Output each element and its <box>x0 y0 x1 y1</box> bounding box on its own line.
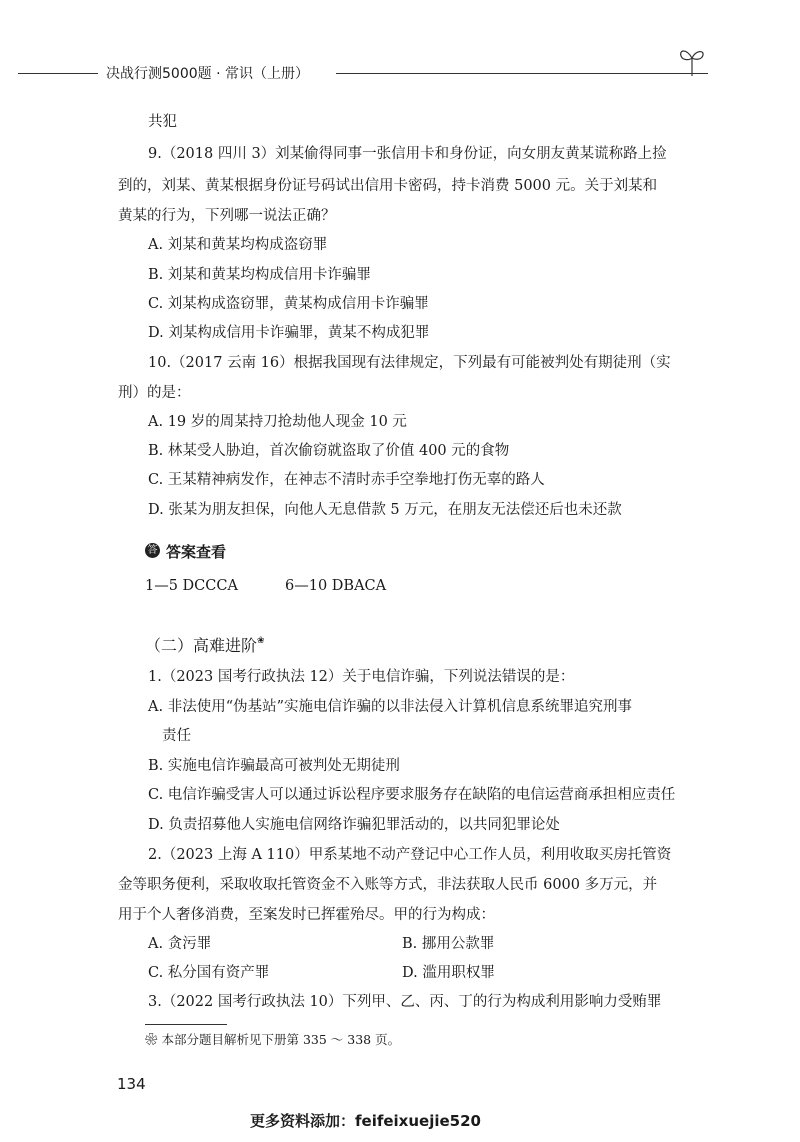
option-c: C. 王某精神病发作，在神志不清时赤手空拳地打伤无辜的路人 <box>148 472 545 488</box>
option-b: B. 挪用公款罪 <box>402 936 495 952</box>
question-10-line-1: 10.（2017 云南 16）根据我国现有法律规定，下列最有可能被判处有期徒刑（实 <box>148 355 671 371</box>
answer-icon: 答 <box>145 543 160 558</box>
page-number: 134 <box>117 1075 146 1093</box>
option-a-continued: 责任 <box>162 728 191 744</box>
option-c: C. 私分国有资产罪 <box>148 965 270 981</box>
question-9-line-1: 9.（2018 四川 3）刘某偷得同事一张信用卡和身份证，向女朋友黄某谎称路上捡 <box>148 146 667 162</box>
option-d: D. 负责招募他人实施电信网络诈骗犯罪活动的，以共同犯罪论处 <box>148 817 560 833</box>
question-10-line-2: 刑）的是： <box>118 385 191 401</box>
option-d: D. 滥用职权罪 <box>402 965 495 981</box>
section-question-3-line-1: 3.（2022 国考行政执法 10）下列甲、乙、丙、丁的行为构成利用影响力受贿罪 <box>148 994 662 1010</box>
option-b: B. 实施电信诈骗最高可被判处无期徒刑 <box>148 758 400 774</box>
section-question-2-line-3: 用于个人奢侈消费，至案发时已挥霍殆尽。甲的行为构成： <box>118 907 495 923</box>
promo-text: 更多资料添加：feifeixuejie520 <box>250 1112 481 1130</box>
option-a: A. 19 岁的周某持刀抢劫他人现金 10 元 <box>148 414 407 430</box>
header-rule-left <box>18 73 98 74</box>
section-title <box>145 633 265 656</box>
answer-key-2: 6—10 DBACA <box>285 578 387 594</box>
option-a: A. 贪污罪 <box>148 936 212 952</box>
book-title: 决战行测5000题 · 常识（上册） <box>106 66 309 82</box>
section-question-2-line-2: 金等职务便利，采取收取托管资金不入账等方式，非法获取人民币 6000 多万元，并 <box>118 877 658 893</box>
footnote <box>145 1030 400 1048</box>
running-header <box>18 60 718 86</box>
option-a: A. 刘某和黄某均构成盗窃罪 <box>148 237 328 253</box>
question-9-line-3: 黄某的行为，下列哪一说法正确？ <box>118 208 336 224</box>
answer-heading: 答案查看 <box>166 543 227 561</box>
option-b: B. 刘某和黄某均构成信用卡诈骗罪 <box>148 267 371 283</box>
section-question-2-line-1: 2.（2023 上海 A 110）甲系某地不动产登记中心工作人员，利用收取买房托管资 <box>148 847 672 863</box>
text-line: 共犯 <box>148 114 177 130</box>
question-9-line-2: 到的，刘某、黄某根据身份证号码试出信用卡密码，持卡消费 5000 元。关于刘某和 <box>118 178 658 194</box>
answer-key-1: 1—5 DCCCA <box>145 578 238 594</box>
header-rule-right <box>336 73 708 74</box>
footnote-mark-icon: ❀ <box>257 636 265 646</box>
section-title-text: （二）高难进阶 <box>145 636 258 655</box>
option-a: A. 非法使用“伪基站”实施电信诈骗的以非法侵入计算机信息系统罪追究刑事 <box>148 699 633 715</box>
option-d: D. 张某为朋友担保，向他人无息借款 5 万元，在朋友无法偿还后也未还款 <box>148 502 622 518</box>
footnote-mark-icon: ❀ <box>145 1032 158 1047</box>
option-c: C. 刘某构成盗窃罪，黄某构成信用卡诈骗罪 <box>148 296 429 312</box>
option-c: C. 电信诈骗受害人可以通过诉讼程序要求服务存在缺陷的电信运营商承担相应责任 <box>148 787 676 803</box>
option-d: D. 刘某构成信用卡诈骗罪，黄某不构成犯罪 <box>148 325 430 341</box>
footnote-text: 本部分题目解析见下册第 335 ～ 338 页。 <box>161 1032 401 1047</box>
section-question-1-line-1: 1.（2023 国考行政执法 12）关于电信诈骗，下列说法错误的是： <box>148 669 575 685</box>
footnote-divider <box>145 1024 227 1025</box>
sprout-icon <box>678 44 706 78</box>
option-b: B. 林某受人胁迫，首次偷窃就盗取了价值 400 元的食物 <box>148 443 510 459</box>
